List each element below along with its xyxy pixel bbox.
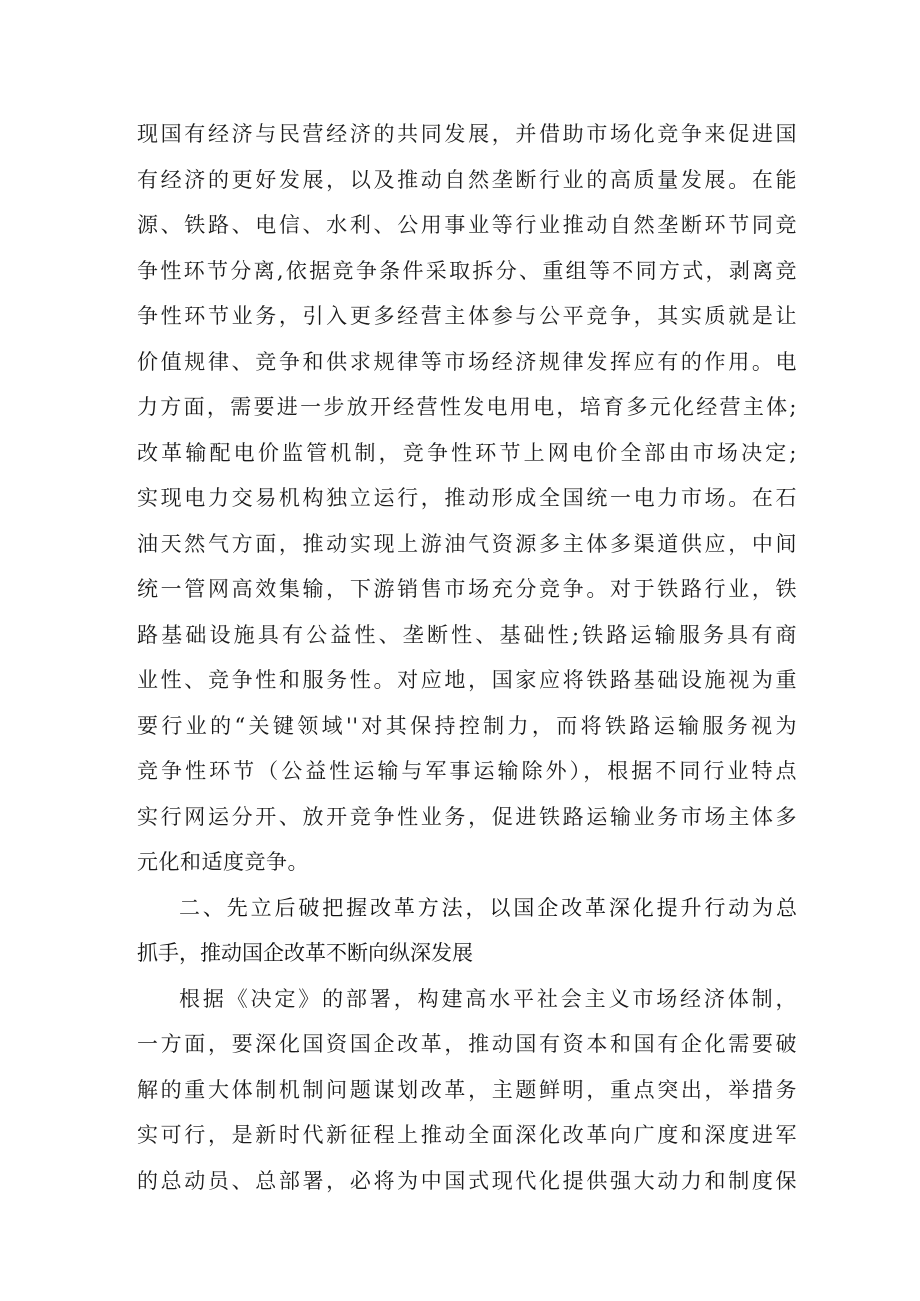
section-heading-line: 抓手，推动国企改革不断向纵深发展 — [137, 941, 473, 965]
paragraph-2 — [137, 977, 797, 1205]
paragraph-line: 力方面，需要进一步放开经营性发电用电，培育多元化经营主体; — [137, 395, 797, 419]
paragraph-line: 的总动员、总部署，必将为中国式现代化提供强大动力和制度保 — [137, 1168, 797, 1193]
paragraph-line: 实现电力交易机构独立运行，推动形成全国统一电力市场。在石 — [137, 486, 797, 510]
paragraph-line: 源、铁路、电信、水利、公用事业等行业推动自然垄断环节同竞 — [137, 213, 797, 237]
paragraph-line: 根据《决定》的部署，构建高水平社会主义市场经济体制， — [179, 986, 797, 1011]
paragraph-line: 实可行，是新时代新征程上推动全面深化改革向广度和深度进军 — [137, 1123, 797, 1147]
paragraph-line: 改革输配电价监管机制，竞争性环节上网电价全部由市场决定; — [137, 440, 797, 465]
paragraph-line: 路基础设施具有公益性、垄断性、基础性;铁路运输服务具有商 — [137, 622, 797, 647]
paragraph-line: 一方面，要深化国资国企改革，推动国有资本和国有企化需要破 — [137, 1032, 797, 1056]
paragraph-1 — [137, 112, 797, 886]
paragraph-line: 业性、竞争性和服务性。对应地，国家应将铁路基础设施视为重 — [137, 668, 797, 692]
paragraph-line: 价值规律、竞争和供求规律等市场经济规律发挥应有的作用。电 — [137, 349, 797, 374]
document-body — [137, 112, 797, 1204]
paragraph-line: 竞争性环节（公益性运输与军事运输除外），根据不同行业特点 — [137, 759, 797, 783]
paragraph-line: 要行业的“关键领域''对其保持控制力，而将铁路运输服务视为 — [137, 713, 797, 738]
paragraph-line: 解的重大体制机制问题谋划改革，主题鲜明，重点突出，举措务 — [137, 1077, 797, 1102]
paragraph-line: 实行网运分开、放开竞争性业务，促进铁路运输业务市场主体多 — [137, 804, 797, 829]
paragraph-line: 争性环节业务，引入更多经营主体参与公平竞争，其实质就是让 — [137, 304, 797, 328]
paragraph-line: 争性环节分离,依据竞争条件采取拆分、重组等不同方式，剥离竞 — [137, 258, 797, 283]
section-heading — [137, 886, 797, 977]
paragraph-line: 统一管网高效集输，下游销售市场充分竞争。对于铁路行业，铁 — [137, 577, 797, 601]
paragraph-line: 油天然气方面，推动实现上游油气资源多主体多渠道供应，中间 — [137, 531, 797, 556]
paragraph-line: 有经济的更好发展，以及推动自然垄断行业的高质量发展。在能 — [137, 167, 797, 192]
paragraph-line: 现国有经济与民营经济的共同发展，并借助市场化竞争来促进国 — [137, 122, 797, 146]
section-heading-line: 二、先立后破把握改革方法，以国企改革深化提升行动为总 — [179, 895, 797, 920]
paragraph-line: 元化和适度竞争。 — [137, 850, 309, 874]
